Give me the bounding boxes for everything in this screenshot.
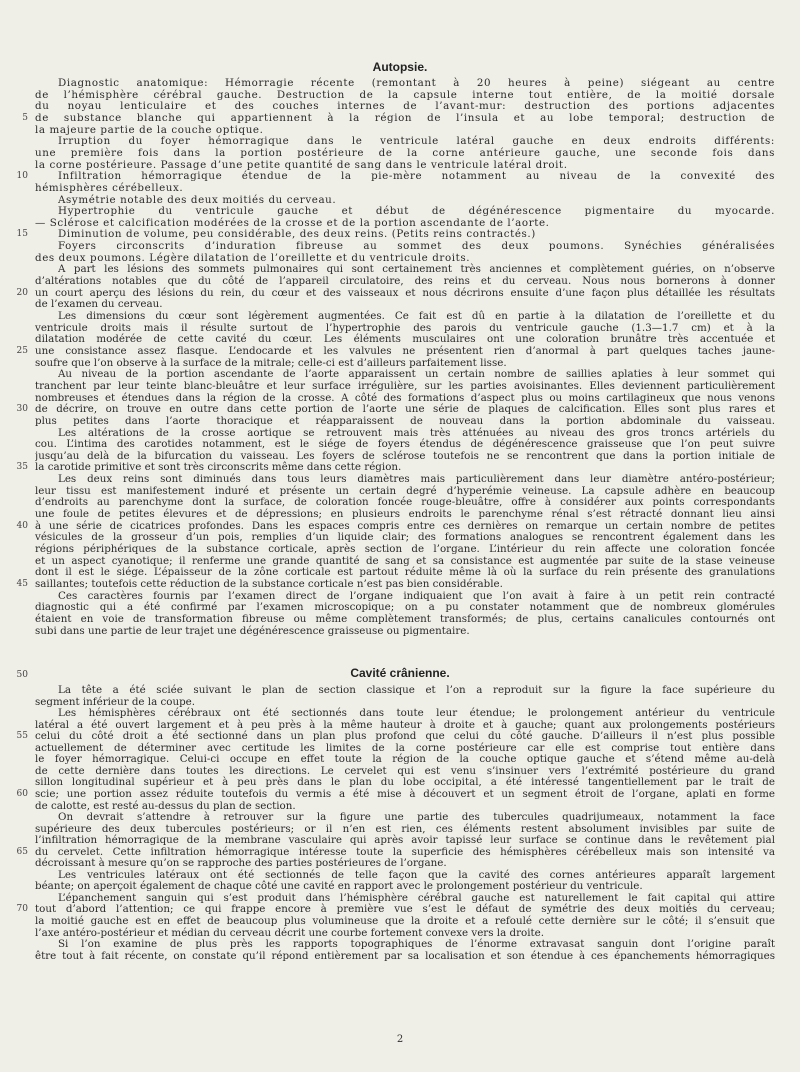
line-text: et un aspect cyanotique; il renferme une grande quantité de sang et sa consistance est augmentée par suite de la stase veineuse	[35, 554, 775, 567]
text-line	[0, 624, 800, 638]
line-text: de cette dernière dans toutes les directions. Le cervelet qui est venu s’insinuer vers l’extrémité postérieure du grand	[35, 764, 775, 777]
line-text: Si l’on examine de plus près les rapports topographiques de l’énorme extravasat sanguin dont l’origine paraît	[58, 938, 775, 951]
line-text: Les altérations de la crosse aortique se retrouvent mais très atténuées au niveau des gros troncs artériels du	[58, 426, 775, 439]
line-text: la corne postérieure. Passage d’une petite quantité de sang dans le ventricule latéral droit.	[35, 158, 568, 171]
line-text: supérieure des deux tubercules postérieurs; or il n’en est rien, ces éléments restent absolument invisibles par suite de	[35, 822, 775, 835]
line-text: dont il est le siége. L’épaisseur de la zône corticale est partout réduite même là où la surface du rein présente des granulations	[35, 566, 775, 579]
line-text: Les ventricules latéraux ont été sectionnés de telle façon que la cavité des cornes antérieures apparaît largement	[58, 868, 775, 881]
line-text: L’épanchement sanguin qui s’est produit dans l’hémisphère cérébral gauche est naturellement le fait capital qui attire	[58, 891, 775, 904]
line-text: régions périphériques de la substance corticale, après section de l’organe. L’intérieur du rein affecte une coloration foncée	[35, 543, 775, 555]
line-text: la majeure partie de la couche optique.	[35, 123, 264, 136]
line-number: 65	[16, 846, 28, 857]
line-text: d’endroits au parenchyme dont la surface, de coloration foncée rouge-bleuâtre, offre à considérer aux points correspondants	[35, 496, 775, 509]
line-text: la carotide primitive et sont très circonscrits même dans cette région.	[35, 461, 402, 474]
line-number: 30	[16, 404, 28, 415]
line-text: diagnostic qui a été confirmé par l’examen microscopique; on a pu constater notamment que de nombreux glomérules	[35, 601, 775, 614]
line-text: A part les lésions des sommets pulmonaires qui sont certainement très anciennes et complètement guéries, on n’observe	[58, 263, 775, 276]
line-number: 40	[16, 520, 28, 531]
line-text: plus petites dans l’aorte thoracique et réapparaissent de nouveau dans la portion abdominale du vaisseau.	[35, 414, 775, 427]
line-number: 50	[16, 670, 28, 680]
line-text: tranchent par leur teinte blanc-bleuâtre et leur surface irrégulière, sur les parties avoisinantes. Elles deviennent particulièrement	[35, 379, 775, 392]
line-number: 15	[16, 229, 28, 240]
line-text: à une série de cicatrices profondes. Dans les espaces compris entre ces dernières on remarque un certain nombre de petites	[35, 519, 775, 532]
line-text: Les deux reins sont diminués dans tous leurs diamètres mais particulièrement dans leur diamètre antéro-postérieur;	[58, 473, 775, 486]
line-text: Diminution de volume, peu considérable, des deux reins. (Petits reins contractés.)	[58, 228, 536, 241]
line-text: ventricule droits mais il résulte surtout de l’hypertrophie des parois du ventricule gauche (1.3—1.7 cm) et à la	[35, 321, 775, 334]
line-text: du noyau lenticulaire et des couches internes de l’avant-mur: destruction des portions adjacentes	[35, 100, 775, 113]
line-text: Au niveau de la portion ascendante de l’aorte apparaissent un certain nombre de saillies aplaties à leur sommet qui	[58, 368, 775, 381]
line-text: l’infiltration hémorragique de la membrane vasculaire qui après avoir tapissé leur surface se continue dans le revêtement pial	[35, 834, 775, 847]
line-text: étaient en voie de transformation fibreuse ou même complètement transformés; de plus, certains canalicules contournés ont	[35, 612, 775, 625]
text-line	[0, 949, 800, 963]
line-text: latéral a été ouvert largement et à peu près à la même hauteur à droite et à gauche; quant aux prolongements postérieurs	[35, 718, 775, 731]
line-text: sillon longitudinal supérieur et à peu près dans le plan du lobe occipital, a été intéressé tangentiellement par le trait de	[35, 776, 775, 789]
line-text: une première fois dans la portion postérieure de la corne antérieure gauche, une seconde fois dans	[35, 146, 775, 159]
section-title-cavite-cranienne: Cavité crânienne.	[350, 666, 450, 680]
line-text: Infiltration hémorragique étendue de la pie-mère notamment au niveau de la convexité des	[58, 170, 775, 183]
line-number: 60	[16, 788, 28, 799]
line-text: de l’examen du cerveau.	[35, 298, 163, 311]
line-text: saillantes; toutefois cette réduction de la substance corticale n’est pas bien considérable.	[35, 577, 503, 590]
line-text: soufre que l’on observe à la surface de la mitrale; celle-ci est d’ailleurs parfaitement lisse.	[35, 356, 507, 369]
line-text: scie; une portion assez réduite toutefois du vermis a été mise à découvert et un segment étroit de l’organe, aplati en forme	[35, 787, 775, 800]
line-text: nombreuses et étendues dans la région de la crosse. A côté des formations d’aspect plus ou moins cartilagineux que nous venons	[35, 391, 775, 404]
line-text: hémisphères cérébelleux.	[35, 181, 184, 194]
line-text: subi dans une partie de leur trajet une dégénérescence graisseuse ou pigmentaire.	[35, 624, 470, 637]
line-text: tout d’abord l’attention; ce qui frappe encore à première vue s’est le défaut de symétrie des deux moitiés du cerveau;	[35, 903, 775, 916]
line-text: de décrire, on trouve en outre dans cette portion de l’aorte une série de plaques de calcification. Elles sont plus rares et	[35, 403, 775, 416]
line-text: être tout à fait récente, on constate qu’il répond entièrement par sa localisation et son étendue à ces épanchements hémorragiques	[35, 949, 775, 962]
line-text: de l’hémisphère cérébral gauche. Destruction de la capsule interne tout entière, de la moitié dorsale	[35, 88, 775, 101]
section-title-autopsie: Autopsie.	[372, 60, 428, 74]
line-text: Hypertrophie du ventricule gauche et début de dégénérescence pigmentaire du myocarde.	[58, 205, 775, 218]
line-text: de substance blanche qui appartiennent à la région de l’insula et au lobe temporal; destruction de	[35, 111, 775, 124]
line-text: une consistance assez flasque. L’endocarde et les valvules ne présentent rien d’anormal à part quelques taches jaune-	[35, 344, 775, 357]
line-text: vésicules de la grosseur d’un pois, remplies d’un liquide clair; des formations analogues se rencontrent également dans les	[35, 531, 775, 544]
line-text: — Sclérose et calcification modérées de la crosse et de la portion ascendante de l’aorte.	[35, 216, 550, 229]
line-text: la moitié gauche est en effet de beaucoup plus volumineuse que la droite et a refoulé cette dernière sur le côté; il s’ensuit que	[35, 915, 775, 927]
page-number: 2	[396, 1034, 404, 1045]
line-text: cou. L’intima des carotides notamment, est le siége de foyers étendus de dégénérescence graisseuse que l’on peut suivre	[35, 438, 775, 451]
line-text: Asymétrie notable des deux moitiés du cerveau.	[58, 193, 337, 206]
line-text: du cervelet. Cette infiltration hémorragique intéresse toute la superficie des hémisphères cérébelleux mais son intensité va	[35, 845, 775, 858]
line-text: Les dimensions du cœur sont légèrement augmentées. Ce fait est dû en partie à la dilatation de l’oreillette et du	[58, 310, 775, 322]
line-number: 25	[16, 345, 28, 356]
line-text: Les hémisphères cérébraux ont été sectionnés dans toute leur étendue; le prolongement antérieur du ventricule	[58, 707, 775, 720]
line-text: béante; on aperçoit également de chaque côté une cavité en rapport avec le prolongement postérieur du ventricule.	[35, 880, 643, 893]
line-text: jusqu’au delà de la bifurcation du vaisseau. Les foyers de sclérose toutefois ne se rencontrent que dans la portion initiale de	[35, 449, 775, 462]
line-number: 5	[22, 112, 28, 123]
line-text: On devrait s’attendre à retrouver sur la figure une partie des tubercules quadrijumeaux, notamment la face	[58, 811, 775, 824]
line-text: d’altérations notables que du côté de l’appareil circulatoire, des reins et du cerveau. Nous nous bornerons à donner	[35, 275, 775, 288]
line-text: Foyers circonscrits d’induration fibreuse au sommet des deux poumons. Synéchies généralisées	[58, 240, 775, 253]
line-text: leur tissu est manifestement induré et présente un certain degré d’hyperémie veineuse. La capsule adhère en beaucoup	[35, 484, 775, 497]
line-number: 35	[16, 462, 28, 473]
line-text: l’axe antéro-postérieur et médian du cerveau décrit une courbe fortement convexe vers la droite.	[35, 926, 544, 939]
line-number: 45	[16, 578, 28, 589]
line-text: La tête a été sciée suivant le plan de section classique et l’on a reproduit sur la figure la face supérieure du	[58, 684, 775, 696]
line-number: 20	[16, 287, 28, 298]
line-text: celui du côté droit a été sectionné dans un plan plus profond que celui du côté gauche. D’ailleurs il n’est plus possible	[35, 730, 775, 743]
line-number: 10	[16, 171, 28, 182]
line-text: Ces caractères fournis par l’examen direct de l’organe indiquaient que l’on avait à faire à un petit rein contracté	[58, 589, 775, 602]
line-text: dilatation modérée de cette cavité du cœur. Les éléments musculaires ont une coloration brunâtre très accentuée et	[35, 333, 775, 346]
line-text: des deux poumons. Légère dilatation de l’oreillette et du ventricule droits.	[35, 251, 471, 264]
line-number: 55	[16, 731, 28, 742]
line-text: une foule de petites élevures et de dépressions; en plusieurs endroits le parenchyme rénal s’est rétracté donnant lieu ainsi	[35, 508, 775, 521]
line-text: actuellement de déterminer avec certitude les limites de la corne postérieure car elle est comprise tout entière dans	[35, 741, 775, 754]
line-text: le foyer hémorragique. Celui-ci occupe en effet toute la région de la couche optique gauche et s’étend même au-delà	[35, 753, 775, 766]
line-number: 70	[16, 904, 28, 915]
line-text: un court aperçu des lésions du rein, du cœur et des vaisseaux et nous décrirons ensuite d’une façon plus détaillée les résultats	[35, 286, 775, 299]
line-text: décroissant à mesure qu’on se rapproche des parties postérieures de l’organe.	[35, 857, 447, 870]
line-text: Irruption du foyer hémorragique dans le ventricule latéral gauche en deux endroits différents:	[58, 135, 775, 148]
line-text: segment inférieur de la coupe.	[35, 695, 196, 708]
line-text: Diagnostic anatomique: Hémorragie récente (remontant à 20 heures à peine) siégeant au centre	[58, 77, 775, 89]
line-text: de calotte, est resté au-dessus du plan de section.	[35, 799, 296, 812]
